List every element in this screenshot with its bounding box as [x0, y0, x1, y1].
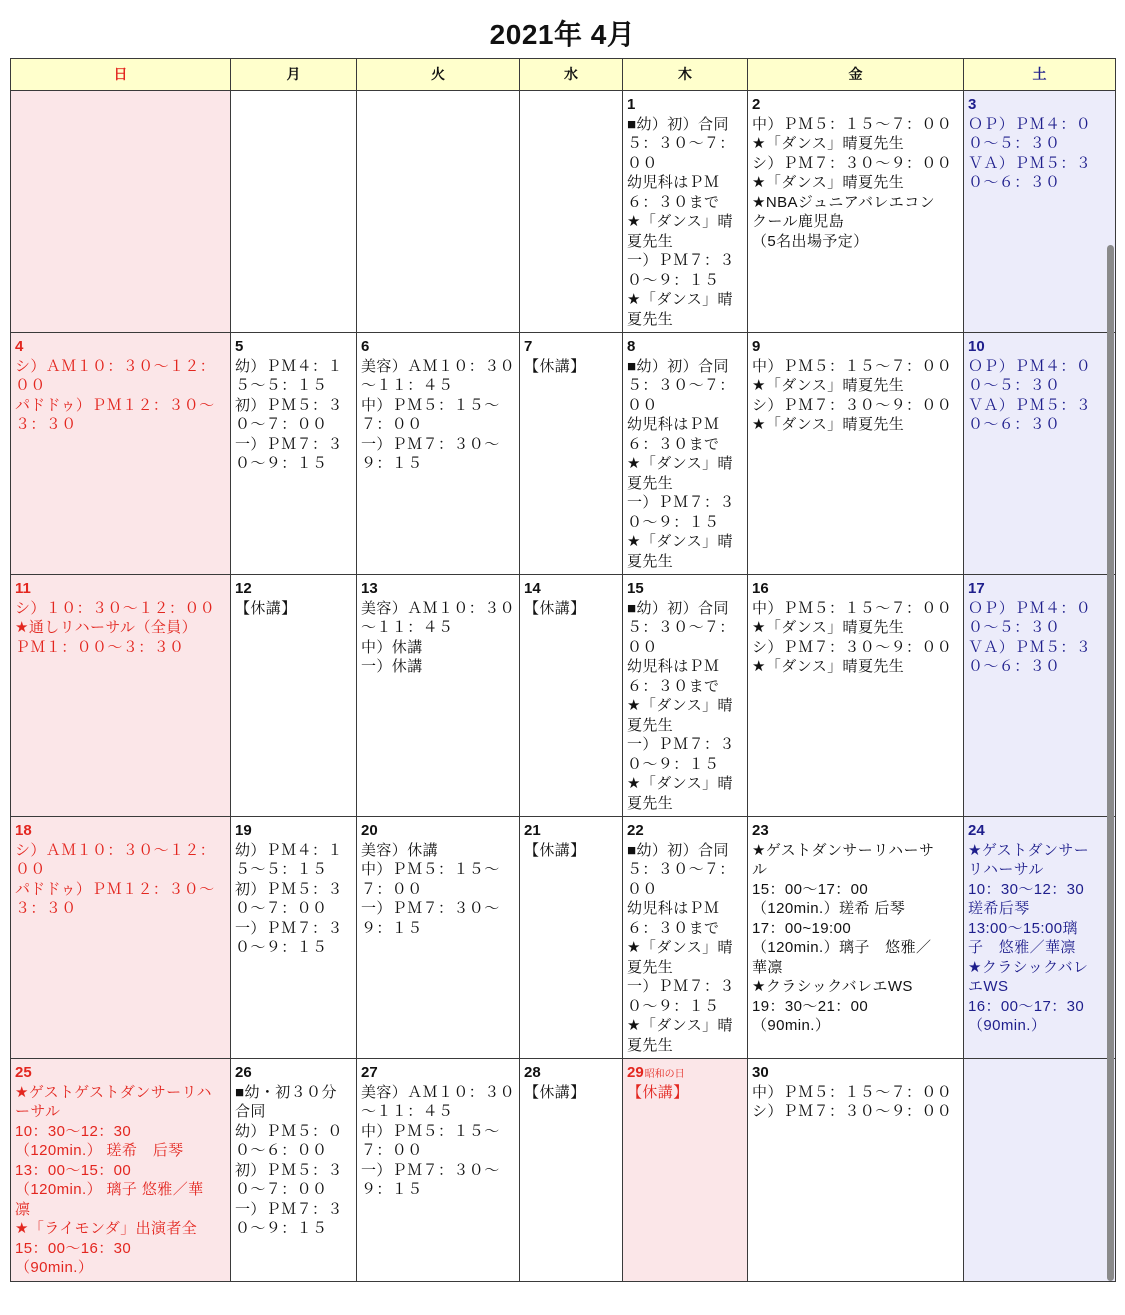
day-header	[968, 95, 1113, 115]
schedule-line: ーサル	[15, 1103, 61, 1120]
schedule-line: 【休講】	[524, 599, 586, 617]
schedule-line: 〜１１：４５	[361, 377, 454, 394]
day-cell-21	[520, 817, 623, 1059]
schedule-line: 合同	[235, 1103, 266, 1120]
day-number: 30	[752, 1064, 769, 1081]
schedule-line: 夏先生	[627, 232, 674, 250]
schedule-line: ００	[627, 396, 658, 414]
schedule-line: ０〜５：３０	[968, 135, 1061, 152]
schedule-line: 一）ＰＭ７：３	[235, 919, 343, 937]
day-number: 11	[15, 580, 31, 597]
day-number: 20	[361, 822, 378, 839]
schedule-line: 夏先生	[627, 310, 674, 328]
day-cell-5	[231, 333, 357, 575]
schedule-line: 瑳希后琴	[968, 900, 1030, 917]
day-cell-22	[623, 817, 748, 1059]
schedule-line: 中）休講	[361, 638, 423, 656]
day-header	[752, 821, 961, 841]
day-cell-14	[520, 575, 623, 817]
weekday-header-mon	[231, 59, 357, 91]
schedule-line: 凛	[15, 1200, 31, 1218]
day-header	[968, 821, 1113, 841]
schedule-line: ０〜７：００	[235, 416, 328, 433]
schedule-line: ■幼・初３０分	[235, 1083, 337, 1101]
schedule-line: ＶＡ）ＰＭ５：３	[968, 396, 1092, 414]
schedule-line: 美容）ＡＭ１０：３０	[361, 1083, 516, 1101]
schedule-line: 美容）ＡＭ１０：３０	[361, 357, 516, 375]
day-cell-15	[623, 575, 748, 817]
day-number: 22	[627, 822, 644, 839]
schedule-line: ★クラシックバレ	[968, 958, 1089, 976]
schedule-line: ６：３０まで	[627, 919, 720, 937]
day-number: 13	[361, 580, 378, 597]
day-header	[524, 337, 620, 357]
day-header	[627, 579, 745, 599]
schedule-line: クール鹿児島	[752, 213, 845, 230]
day-header	[15, 337, 228, 357]
schedule-line: パドドゥ）ＰＭ１２：３０〜	[15, 396, 215, 414]
schedule-line: シ）ＡＭ１０：３０〜１２：	[15, 841, 216, 859]
schedule-line: シ）ＡＭ１０：３０〜１２：	[15, 357, 216, 375]
day-cell-19	[231, 817, 357, 1059]
schedule-line: パドドゥ）ＰＭ１２：３０〜	[15, 880, 215, 898]
schedule-line: 中）ＰＭ５：１５〜７：００	[752, 357, 953, 375]
day-number: 17	[968, 580, 985, 597]
schedule-line: （90min.）	[15, 1259, 94, 1276]
schedule-line: ★「ダンス」晴	[627, 697, 733, 714]
day-number: 2	[752, 96, 761, 113]
day-header	[524, 579, 620, 599]
schedule-line: ■幼）初）合同	[627, 115, 729, 133]
schedule-line: 中）ＰＭ５：１５〜	[361, 396, 500, 414]
schedule-line: 美容）ＡＭ１０：３０	[361, 599, 516, 617]
schedule-line: （120min.）璃子 悠雅／	[752, 939, 932, 956]
day-number: 29	[627, 1064, 644, 1081]
day-cell-17	[964, 575, 1116, 817]
schedule-line: ★ゲストゲストダンサーリハ	[15, 1083, 212, 1101]
schedule-line: ６：３０まで	[627, 435, 720, 453]
schedule-line: 初）ＰＭ５：３	[235, 396, 343, 414]
schedule-line: （90min.）	[752, 1017, 831, 1034]
schedule-line: 幼児科はＰＭ	[627, 174, 720, 191]
day-cell-26	[231, 1059, 357, 1282]
day-number: 1	[627, 96, 636, 113]
schedule-line: ★ゲストダンサー	[968, 841, 1090, 859]
schedule-line: ５：３０〜７：	[627, 377, 735, 394]
weekday-header-tue	[357, 59, 520, 91]
schedule-line: ０〜７：００	[235, 1181, 328, 1198]
schedule-line: ０〜５：３０	[968, 377, 1061, 394]
day-number: 7	[524, 338, 533, 355]
schedule-line: 夏先生	[627, 552, 674, 570]
schedule-line: ★「ダンス」晴夏先生	[752, 377, 905, 394]
empty-day-cell	[231, 91, 357, 333]
weekday-header-thu	[623, 59, 748, 91]
schedule-line: 美容）休講	[361, 841, 439, 859]
schedule-line: シ）ＰＭ７：３０〜９：００	[752, 396, 953, 414]
schedule-line: 一）ＰＭ７：３	[627, 736, 735, 753]
schedule-line: 夏先生	[627, 716, 674, 734]
schedule-line: 幼）ＰＭ４：１	[235, 357, 343, 375]
schedule-line: ★「ダンス」晴夏先生	[752, 658, 905, 675]
day-header	[235, 1063, 354, 1083]
schedule-line: ０〜６：００	[235, 1142, 328, 1159]
schedule-line: 一）ＰＭ７：３	[627, 494, 735, 511]
day-number: 26	[235, 1064, 252, 1081]
day-cell-7	[520, 333, 623, 575]
schedule-line: 【休講】	[524, 357, 586, 375]
day-cell-6	[357, 333, 520, 575]
schedule-line: 15：00〜17：00	[752, 880, 869, 898]
day-cell-16	[748, 575, 964, 817]
schedule-line: シ）ＰＭ７：３０〜９：００	[752, 154, 953, 172]
schedule-line: 一）ＰＭ７：３	[627, 978, 735, 995]
weekday-label: 日	[113, 66, 128, 82]
day-header	[235, 337, 354, 357]
schedule-line: ０〜６：３０	[968, 416, 1061, 433]
schedule-line: 夏先生	[627, 958, 674, 976]
schedule-line: 華凛	[752, 958, 783, 976]
schedule-line: 【休講】	[524, 1083, 586, 1101]
weekday-header-wed	[520, 59, 623, 91]
schedule-line: 一）ＰＭ７：３	[627, 252, 735, 269]
day-number: 23	[752, 822, 769, 839]
schedule-line: 中）ＰＭ５：１５〜７：００	[752, 115, 953, 133]
schedule-line: 幼児科はＰＭ	[627, 658, 720, 675]
day-cell-4	[11, 333, 231, 575]
schedule-line: ★「ダンス」晴	[627, 455, 733, 472]
day-number: 6	[361, 338, 370, 355]
schedule-line: ★「ダンス」晴	[627, 533, 733, 550]
day-cell-9	[748, 333, 964, 575]
weekday-label: 水	[564, 66, 578, 82]
schedule-line: 一）ＰＭ７：３０〜	[361, 900, 500, 917]
day-header	[235, 579, 354, 599]
schedule-line: ★ゲストダンサーリハーサ	[752, 841, 935, 859]
schedule-line: 夏先生	[627, 1036, 674, 1054]
empty-day-cell	[964, 1059, 1116, 1282]
weekday-header-fri	[748, 59, 964, 91]
schedule-line: ７：００	[361, 416, 423, 433]
schedule-line: 17：00~19:00	[752, 919, 852, 937]
schedule-line: 13:00〜15:00璃	[968, 919, 1078, 937]
day-header	[15, 579, 228, 599]
schedule-line: 10：30〜12：30	[15, 1122, 132, 1140]
schedule-line: ００	[15, 377, 46, 394]
day-number: 14	[524, 580, 541, 597]
schedule-line: ■幼）初）合同	[627, 599, 729, 617]
schedule-line: 一）休講	[361, 658, 423, 675]
day-cell-13	[357, 575, 520, 817]
schedule-line: ★「ダンス」晴夏先生	[752, 619, 905, 636]
schedule-line: ０〜５：３０	[968, 619, 1061, 636]
day-header	[752, 579, 961, 599]
schedule-line: ０〜７：００	[235, 900, 328, 917]
holiday-name: 昭和の日	[644, 1069, 685, 1080]
day-header	[752, 1063, 961, 1083]
schedule-line: 夏先生	[627, 474, 674, 492]
schedule-line: ７：００	[361, 1142, 423, 1159]
schedule-line: 中）ＰＭ５：１５〜	[361, 1122, 500, 1140]
day-cell-3	[964, 91, 1116, 333]
day-number: 12	[235, 580, 252, 597]
schedule-line: ★「ダンス」晴	[627, 291, 733, 308]
schedule-line: 13：00〜15：00	[15, 1161, 132, 1179]
day-cell-10	[964, 333, 1116, 575]
day-cell-18	[11, 817, 231, 1059]
day-cell-24	[964, 817, 1116, 1059]
day-header	[968, 337, 1113, 357]
weekday-header-sun	[11, 59, 231, 91]
schedule-line: ６：３０まで	[627, 193, 720, 211]
day-header	[361, 1063, 517, 1083]
schedule-line: （90min.）	[968, 1017, 1047, 1034]
schedule-line: ３：３０	[15, 900, 77, 917]
day-number: 15	[627, 580, 644, 597]
weekday-label: 土	[1032, 66, 1047, 82]
schedule-line: 16：00〜17：30	[968, 997, 1085, 1015]
schedule-line: 子 悠雅／華凛	[968, 939, 1076, 956]
schedule-line: 幼）ＰＭ４：１	[235, 841, 343, 859]
schedule-line: ０〜６：３０	[968, 658, 1061, 675]
schedule-line: ★「ダンス」晴	[627, 213, 733, 230]
schedule-line: ★「ダンス」晴夏先生	[752, 174, 905, 191]
schedule-line: ５〜５：１５	[235, 861, 328, 878]
day-header	[235, 821, 354, 841]
day-number: 19	[235, 822, 252, 839]
schedule-line: ★NBAジュニアバレエコン	[752, 193, 935, 211]
schedule-line: ０〜９：１５	[627, 755, 720, 773]
day-cell-12	[231, 575, 357, 817]
schedule-line: シ）ＰＭ７：３０〜９：００	[752, 1103, 953, 1120]
schedule-line: 幼児科はＰＭ	[627, 416, 720, 433]
day-header	[524, 821, 620, 841]
schedule-line: ★「ライモンダ」出演者全	[15, 1220, 198, 1237]
schedule-line: ＯＰ）ＰＭ４：０	[968, 357, 1092, 375]
day-header	[752, 337, 961, 357]
day-number: 5	[235, 338, 244, 355]
schedule-line: ■幼）初）合同	[627, 357, 729, 375]
schedule-line: 初）ＰＭ５：３	[235, 1161, 343, 1179]
schedule-line: ＶＡ）ＰＭ５：３	[968, 638, 1092, 656]
schedule-line: ★「ダンス」晴夏先生	[752, 135, 905, 152]
schedule-line: ★「ダンス」晴	[627, 939, 733, 956]
schedule-line: ０〜９：１５	[235, 455, 328, 472]
day-header	[361, 579, 517, 599]
day-header	[968, 579, 1113, 599]
schedule-line: ９：１５	[361, 919, 423, 937]
day-number: 3	[968, 96, 977, 113]
day-header	[627, 1063, 745, 1083]
schedule-line: ５：３０〜７：	[627, 861, 735, 878]
schedule-line: ★「ダンス」晴	[627, 775, 733, 792]
day-number: 9	[752, 338, 761, 355]
schedule-line: ３：３０	[15, 416, 77, 433]
schedule-line: 【休講】	[524, 841, 586, 859]
day-cell-30	[748, 1059, 964, 1282]
schedule-line: 〜１１：４５	[361, 1103, 454, 1120]
schedule-line: ＯＰ）ＰＭ４：０	[968, 599, 1092, 617]
day-cell-27	[357, 1059, 520, 1282]
day-cell-28	[520, 1059, 623, 1282]
schedule-line: ６：３０まで	[627, 677, 720, 695]
day-header	[752, 95, 961, 115]
schedule-line: 中）ＰＭ５：１５〜７：００	[752, 599, 953, 617]
schedule-line: ９：１５	[361, 1181, 423, 1198]
weekday-label: 木	[678, 66, 692, 82]
day-number: 18	[15, 822, 32, 839]
day-number: 25	[15, 1064, 32, 1081]
day-number: 8	[627, 338, 636, 355]
schedule-line: ★通しリハーサル（全員）	[15, 619, 198, 636]
schedule-line: ＰＭ１：００〜３：３０	[15, 638, 185, 656]
weekday-header-sat	[964, 59, 1116, 91]
day-number: 28	[524, 1064, 541, 1081]
schedule-line: 中）ＰＭ５：１５〜	[361, 861, 500, 878]
schedule-line: 15：00〜16：30	[15, 1239, 132, 1257]
calendar-grid	[10, 58, 1116, 1282]
day-cell-29	[623, 1059, 748, 1282]
schedule-line: ★「ダンス」晴	[627, 1017, 733, 1034]
calendar-title: 2021年 4月	[489, 19, 636, 50]
schedule-line: 一）ＰＭ７：３	[235, 1200, 343, 1218]
schedule-line: ０〜９：１５	[627, 271, 720, 289]
day-cell-25	[11, 1059, 231, 1282]
schedule-line: ５：３０〜７：	[627, 619, 735, 636]
day-cell-11	[11, 575, 231, 817]
schedule-line: リハーサル	[968, 861, 1044, 878]
schedule-line: （5名出場予定）	[752, 232, 869, 250]
schedule-line: ００	[627, 638, 658, 656]
schedule-line: ０〜９：１５	[235, 1220, 328, 1237]
schedule-line: 一）ＰＭ７：３０〜	[361, 435, 500, 453]
day-header	[627, 337, 745, 357]
schedule-line: ★「ダンス」晴夏先生	[752, 416, 905, 433]
schedule-line: （120min.）瑳希 后琴	[752, 900, 906, 917]
schedule-line: 幼児科はＰＭ	[627, 900, 720, 917]
schedule-line: 夏先生	[627, 794, 674, 812]
day-cell-8	[623, 333, 748, 575]
schedule-line: ０〜９：１５	[235, 939, 328, 956]
schedule-line: シ）１０：３０〜１２：００	[15, 599, 216, 617]
empty-day-cell	[357, 91, 520, 333]
day-cell-23	[748, 817, 964, 1059]
schedule-line: 〜１１：４５	[361, 619, 454, 636]
schedule-line: 初）ＰＭ５：３	[235, 880, 343, 898]
schedule-line: ０〜６：３０	[968, 174, 1061, 191]
schedule-line: ９：１５	[361, 455, 423, 472]
schedule-line: ＶＡ）ＰＭ５：３	[968, 154, 1092, 172]
empty-day-cell	[11, 91, 231, 333]
day-header	[627, 821, 745, 841]
schedule-line: ７：００	[361, 880, 423, 898]
day-cell-20	[357, 817, 520, 1059]
schedule-line: ５：３０〜７：	[627, 135, 735, 152]
schedule-line: 中）ＰＭ５：１５〜７：００	[752, 1083, 953, 1101]
day-number: 24	[968, 822, 985, 839]
schedule-line: ０〜９：１５	[627, 997, 720, 1015]
schedule-line: 19：30〜21：00	[752, 997, 869, 1015]
weekday-label: 火	[431, 66, 445, 82]
schedule-line: （120min.） 璃子 悠雅／華	[15, 1181, 204, 1198]
day-header	[15, 1063, 228, 1083]
schedule-line: ＯＰ）ＰＭ４：０	[968, 115, 1092, 133]
day-header	[15, 821, 228, 841]
schedule-line: ５〜５：１５	[235, 377, 328, 394]
schedule-line: ■幼）初）合同	[627, 841, 729, 859]
schedule-line: ★クラシックバレエWS	[752, 978, 913, 995]
weekday-label: 金	[848, 66, 863, 82]
schedule-line: シ）ＰＭ７：３０〜９：００	[752, 638, 953, 656]
weekday-label: 月	[286, 66, 301, 82]
day-number: 4	[15, 338, 24, 355]
day-number: 27	[361, 1064, 378, 1081]
schedule-line: 一）ＰＭ７：３	[235, 435, 343, 453]
schedule-line: エWS	[968, 978, 1009, 995]
vertical-scrollbar-thumb[interactable]	[1107, 245, 1114, 1281]
schedule-line: 10：30〜12：30	[968, 880, 1085, 898]
schedule-line: 【休講】	[627, 1083, 689, 1101]
day-header	[524, 1063, 620, 1083]
day-number: 10	[968, 338, 985, 355]
day-number: 16	[752, 580, 769, 597]
schedule-line: ００	[15, 861, 46, 878]
schedule-line: 【休講】	[235, 599, 297, 617]
schedule-line: ０〜９：１５	[627, 513, 720, 531]
schedule-line: ル	[752, 861, 768, 878]
schedule-line: 一）ＰＭ７：３０〜	[361, 1161, 500, 1179]
day-header	[627, 95, 745, 115]
day-cell-1	[623, 91, 748, 333]
schedule-line: 幼）ＰＭ５：０	[235, 1122, 343, 1140]
day-header	[361, 337, 517, 357]
day-cell-2	[748, 91, 964, 333]
schedule-line: （120min.） 瑳希 后琴	[15, 1142, 184, 1159]
schedule-line: ００	[627, 880, 658, 898]
day-header	[361, 821, 517, 841]
schedule-line: ００	[627, 154, 658, 172]
empty-day-cell	[520, 91, 623, 333]
day-number: 21	[524, 822, 541, 839]
